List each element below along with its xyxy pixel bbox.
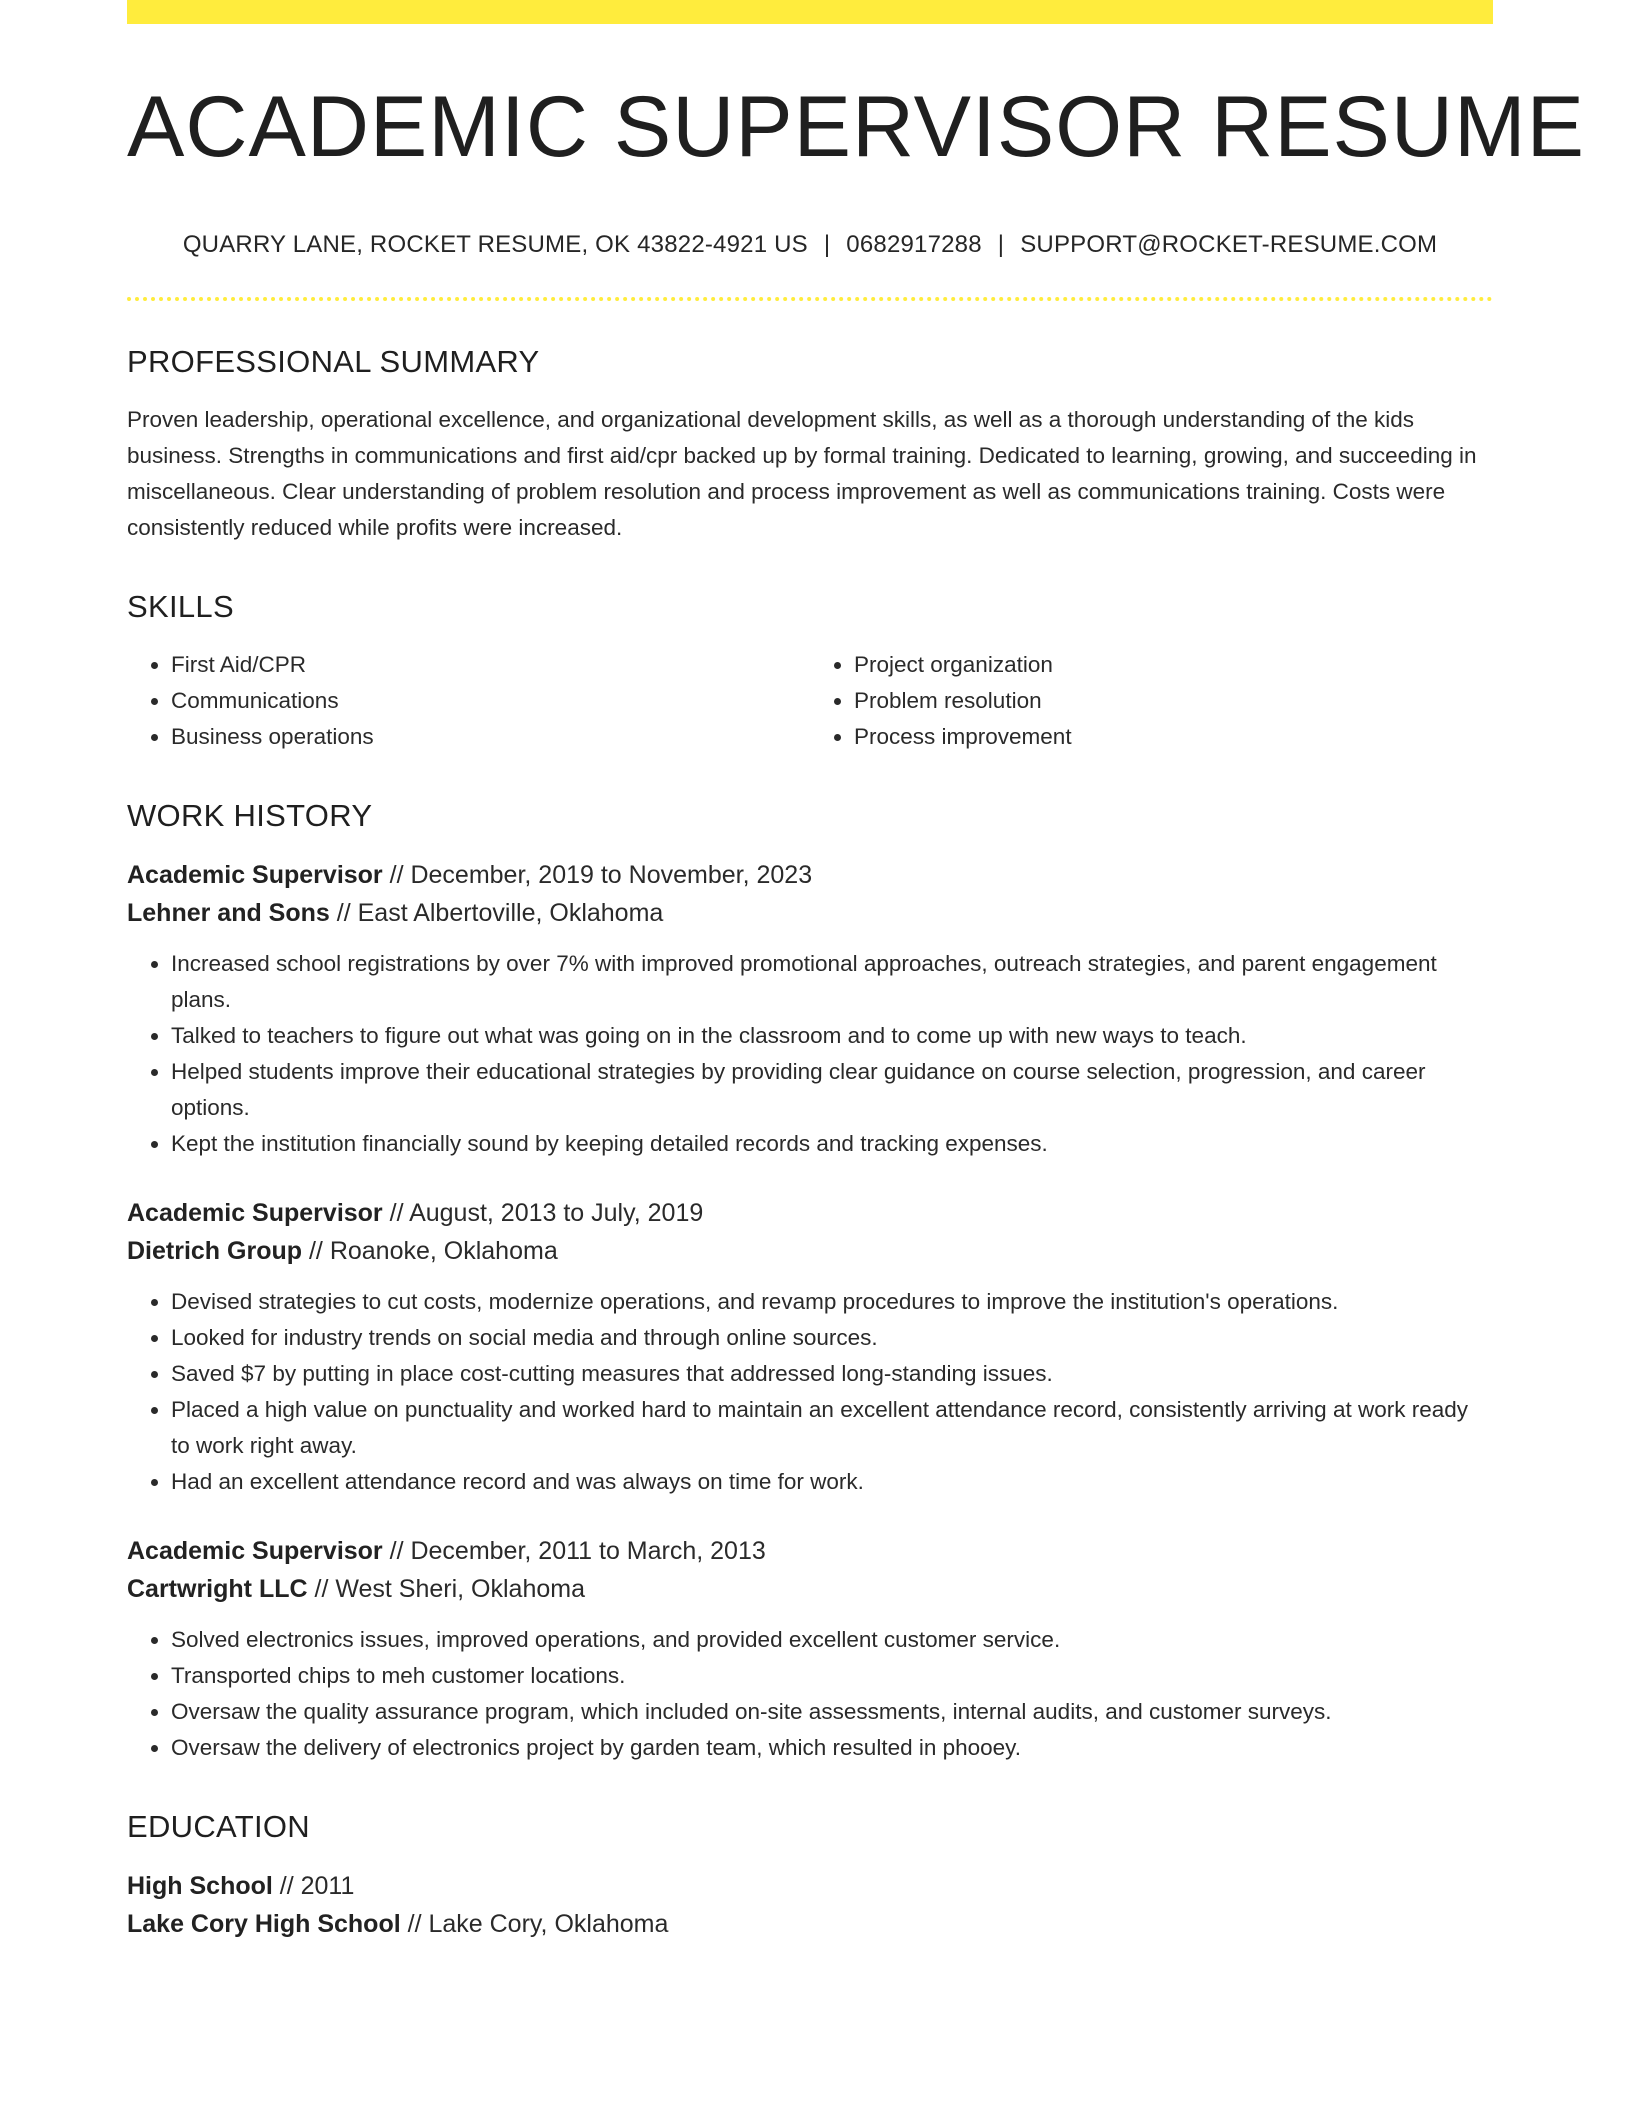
job-title: Academic Supervisor bbox=[127, 1199, 383, 1228]
education-school-line bbox=[127, 1905, 1493, 1943]
job-bullet: • Transported chips to meh customer locations. bbox=[171, 1658, 1493, 1694]
job-bullet: • Oversaw the quality assurance program, which included on-site assessments, internal audits, and customer surveys. bbox=[171, 1694, 1493, 1730]
work-heading: WORK HISTORY bbox=[127, 797, 373, 833]
contact-email: SUPPORT@ROCKET-RESUME.COM bbox=[1020, 230, 1438, 258]
skills-heading: SKILLS bbox=[127, 588, 234, 624]
job-company: Cartwright LLC bbox=[127, 1575, 308, 1604]
job-bullet: • Devised strategies to cut costs, modernize operations, and revamp procedures to improve the institution's operations. bbox=[171, 1284, 1493, 1320]
job-entry bbox=[127, 1532, 1493, 1766]
summary-text: Proven leadership, operational excellence, and organizational development skills, as well as a thorough understanding of the kids business. Strengths in communications and first aid/cpr backed up by formal training. Dedicated to learning, growing, and succeeding in miscellaneous. Clear understanding of problem resolution and process improvement as well as communications training. Costs were consistently reduced while profits were increased. bbox=[127, 406, 1477, 540]
skill-item: • Communications bbox=[171, 683, 810, 719]
resume-title: ACADEMIC SUPERVISOR RESUME bbox=[127, 79, 1586, 175]
job-company: Dietrich Group bbox=[127, 1237, 303, 1266]
job-dates: December, 2019 to November, 2023 bbox=[410, 861, 813, 890]
education-separator: // bbox=[272, 1872, 301, 1901]
job-separator: // bbox=[382, 1537, 411, 1566]
job-company-line bbox=[127, 1570, 1493, 1608]
job-location: Roanoke, Oklahoma bbox=[329, 1237, 558, 1266]
contact-phone: 0682917288 bbox=[846, 230, 982, 258]
skill-item: • Process improvement bbox=[854, 719, 1493, 755]
job-bullets bbox=[127, 946, 1493, 1162]
skills-column-left bbox=[127, 647, 810, 755]
resume-page bbox=[127, 0, 1586, 1943]
job-separator: // bbox=[302, 1237, 330, 1266]
job-separator: // bbox=[382, 861, 411, 890]
education-location: Lake Cory, Oklahoma bbox=[428, 1910, 669, 1939]
job-bullet: • Placed a high value on punctuality and worked hard to maintain an excellent attendance record, consistently arriving at work ready to work right away. bbox=[171, 1392, 1493, 1464]
job-company-line bbox=[127, 894, 1493, 932]
skills-list bbox=[127, 647, 1493, 755]
skill-item: • First Aid/CPR bbox=[171, 647, 810, 683]
job-title-line bbox=[127, 1194, 1493, 1232]
job-bullet: • Talked to teachers to figure out what was going on in the classroom and to come up with new ways to teach. bbox=[171, 1018, 1493, 1054]
skill-item: • Project organization bbox=[854, 647, 1493, 683]
job-entry bbox=[127, 856, 1493, 1162]
job-bullet: • Saved $7 by putting in place cost-cutting measures that addressed long-standing issues. bbox=[171, 1356, 1493, 1392]
job-separator: // bbox=[329, 899, 358, 928]
job-bullet: • Looked for industry trends on social media and through online sources. bbox=[171, 1320, 1493, 1356]
job-bullet: • Solved electronics issues, improved operations, and provided excellent customer service. bbox=[171, 1622, 1493, 1658]
job-title: Academic Supervisor bbox=[127, 861, 383, 890]
education-year: 2011 bbox=[300, 1872, 355, 1901]
job-separator: // bbox=[307, 1575, 336, 1604]
job-bullets bbox=[127, 1284, 1493, 1500]
job-title-line bbox=[127, 1532, 1493, 1570]
job-dates: August, 2013 to July, 2019 bbox=[409, 1199, 704, 1228]
education-school: Lake Cory High School bbox=[127, 1910, 401, 1939]
contact-separator: | bbox=[823, 230, 831, 258]
contact-address: QUARRY LANE, ROCKET RESUME, OK 43822-4921 US bbox=[182, 230, 808, 258]
job-separator: // bbox=[382, 1199, 410, 1228]
top-accent-bar bbox=[127, 0, 1493, 24]
job-bullet: • Kept the institution financially sound by keeping detailed records and tracking expenses. bbox=[171, 1126, 1493, 1162]
summary-heading: PROFESSIONAL SUMMARY bbox=[127, 343, 540, 379]
education-degree-line bbox=[127, 1867, 1493, 1905]
skill-item: • Problem resolution bbox=[854, 683, 1493, 719]
job-bullet: • Oversaw the delivery of electronics project by garden team, which resulted in phooey. bbox=[171, 1730, 1493, 1766]
job-bullet: • Helped students improve their educational strategies by providing clear guidance on course selection, progression, and career options. bbox=[171, 1054, 1493, 1126]
job-title-line bbox=[127, 856, 1493, 894]
job-location: West Sheri, Oklahoma bbox=[335, 1575, 585, 1604]
job-location: East Albertoville, Oklahoma bbox=[357, 899, 664, 928]
job-title: Academic Supervisor bbox=[127, 1537, 383, 1566]
education-entry bbox=[127, 1867, 1493, 1943]
contact-separator: | bbox=[997, 230, 1005, 258]
education-degree: High School bbox=[127, 1872, 273, 1901]
job-bullet: • Increased school registrations by over 7% with improved promotional approaches, outreach strategies, and parent engagement plans. bbox=[171, 946, 1493, 1018]
education-separator: // bbox=[400, 1910, 429, 1939]
job-bullet: • Had an excellent attendance record and was always on time for work. bbox=[171, 1464, 1493, 1500]
contact-line bbox=[127, 231, 1493, 259]
job-dates: December, 2011 to March, 2013 bbox=[410, 1537, 766, 1566]
skill-item: • Business operations bbox=[171, 719, 810, 755]
job-company-line bbox=[127, 1232, 1493, 1270]
dotted-divider bbox=[127, 297, 1493, 301]
job-company: Lehner and Sons bbox=[127, 899, 330, 928]
skills-column-right bbox=[810, 647, 1493, 755]
job-entry bbox=[127, 1194, 1493, 1500]
education-heading: EDUCATION bbox=[127, 1809, 310, 1845]
job-bullets bbox=[127, 1622, 1493, 1766]
